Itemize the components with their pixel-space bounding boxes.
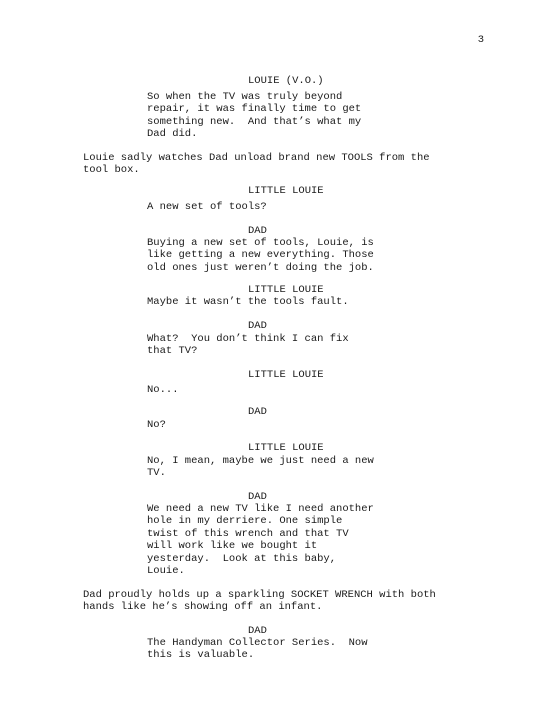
character-cue: DAD — [248, 625, 267, 637]
character-cue: LITTLE LOUIE — [248, 284, 324, 296]
dialogue: So when the TV was truly beyond repair, it was finally time to get something new. And that’s what my Dad did. — [147, 91, 362, 141]
page-number: 3 — [477, 34, 484, 46]
dialogue: No? — [147, 419, 166, 431]
character-cue: DAD — [248, 225, 267, 237]
dialogue: No... — [147, 384, 179, 396]
dialogue: The Handyman Collector Series. Now this is valuable. — [147, 637, 368, 662]
character-cue: DAD — [248, 491, 267, 503]
character-cue: LITTLE LOUIE — [248, 369, 324, 381]
character-cue: DAD — [248, 320, 267, 332]
action-line: Dad proudly holds up a sparkling SOCKET WRENCH with both hands like he’s showing off an infant. — [83, 589, 436, 614]
dialogue: No, I mean, maybe we just need a new TV. — [147, 455, 374, 480]
dialogue: What? You don’t think I can fix that TV? — [147, 333, 349, 358]
dialogue: Maybe it wasn’t the tools fault. — [147, 296, 349, 308]
character-cue: LITTLE LOUIE — [248, 442, 324, 454]
action-line: Louie sadly watches Dad unload brand new TOOLS from the tool box. — [83, 152, 430, 177]
dialogue: A new set of tools? — [147, 201, 267, 213]
dialogue: Buying a new set of tools, Louie, is like getting a new everything. Those old ones just weren’t doing the job. — [147, 237, 374, 274]
dialogue: We need a new TV like I need another hole in my derriere. One simple twist of this wrench and that TV will work like we bought it yesterday. Look at this baby, Louie. — [147, 503, 374, 578]
character-cue: DAD — [248, 406, 267, 418]
character-cue: LOUIE (V.O.) — [248, 75, 324, 87]
character-cue: LITTLE LOUIE — [248, 185, 324, 197]
